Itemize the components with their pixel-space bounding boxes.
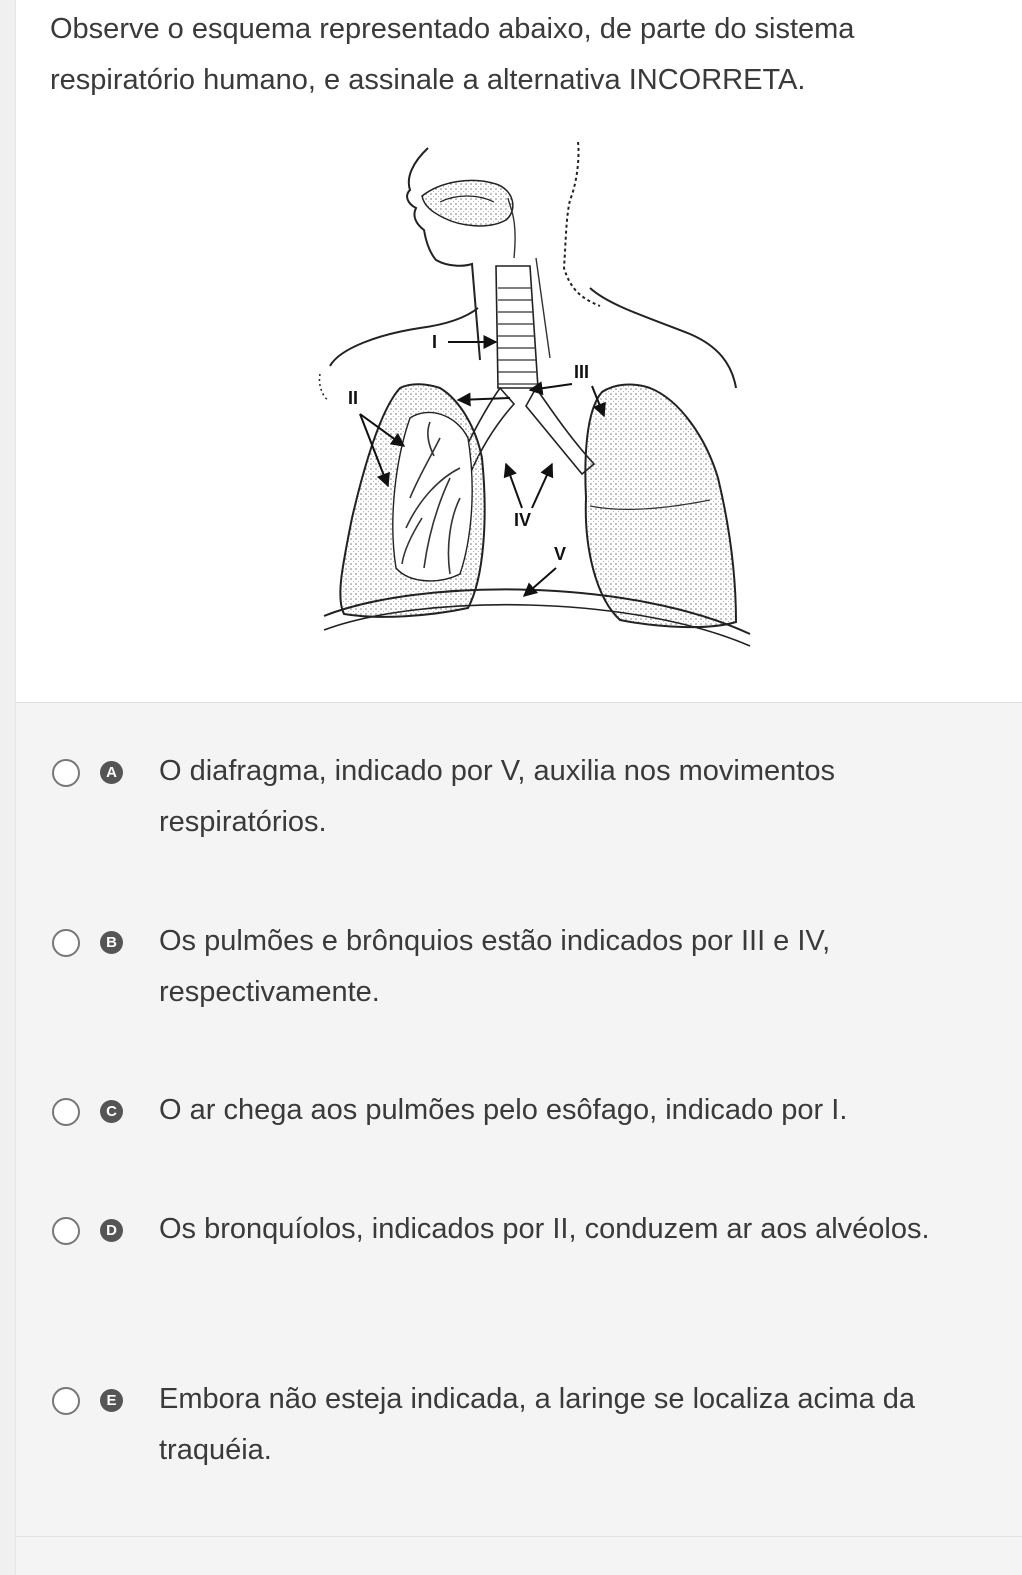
option-text: Os bronquíolos, indicados por II, conduzem ar aos alvéolos. <box>159 1213 930 1245</box>
option-letter-badge: B <box>100 931 123 954</box>
right-bronchus <box>526 388 594 474</box>
radio-button[interactable] <box>52 929 80 957</box>
respiratory-diagram-svg <box>300 138 760 650</box>
label-V: V <box>554 544 567 564</box>
option-letter-badge: E <box>100 1389 123 1412</box>
respiratory-system-diagram <box>300 138 760 650</box>
question-text: Observe o esquema representado abaixo, de parte do sistema respiratório humano, e assinale a alternativa INCORRETA. <box>50 13 855 96</box>
right-lung <box>585 385 736 628</box>
radio-button[interactable] <box>52 1098 80 1126</box>
label-II: II <box>348 388 359 408</box>
question-card <box>16 0 1022 703</box>
back-of-head-outline <box>564 142 600 306</box>
label-I: I <box>432 332 438 352</box>
option-text: Embora não esteja indicada, a laringe se localiza acima da traquéia. <box>159 1383 916 1466</box>
radio-button[interactable] <box>52 1217 80 1245</box>
option-letter-badge: A <box>100 761 123 784</box>
radio-button[interactable] <box>52 1387 80 1415</box>
nasal-cavity <box>422 180 513 226</box>
label-III: III <box>574 362 590 382</box>
option-letter-badge: C <box>100 1100 123 1123</box>
left-lung-inner <box>393 412 472 580</box>
left-shoulder <box>330 308 478 366</box>
radio-button[interactable] <box>52 759 80 787</box>
trachea <box>496 266 538 388</box>
option-text: O ar chega aos pulmões pelo esôfago, indicado por I. <box>159 1094 848 1126</box>
bottom-divider <box>16 1536 1022 1537</box>
option-letter-badge: D <box>100 1219 123 1242</box>
label-IV: IV <box>514 510 532 530</box>
left-edge-strip <box>0 0 16 1575</box>
right-shoulder <box>590 288 736 388</box>
answer-options <box>16 703 1022 1537</box>
option-text: Os pulmões e brônquios estão indicados por III e IV, respectivamente. <box>159 925 831 1008</box>
option-text: O diafragma, indicado por V, auxilia nos movimentos respiratórios. <box>159 755 835 838</box>
